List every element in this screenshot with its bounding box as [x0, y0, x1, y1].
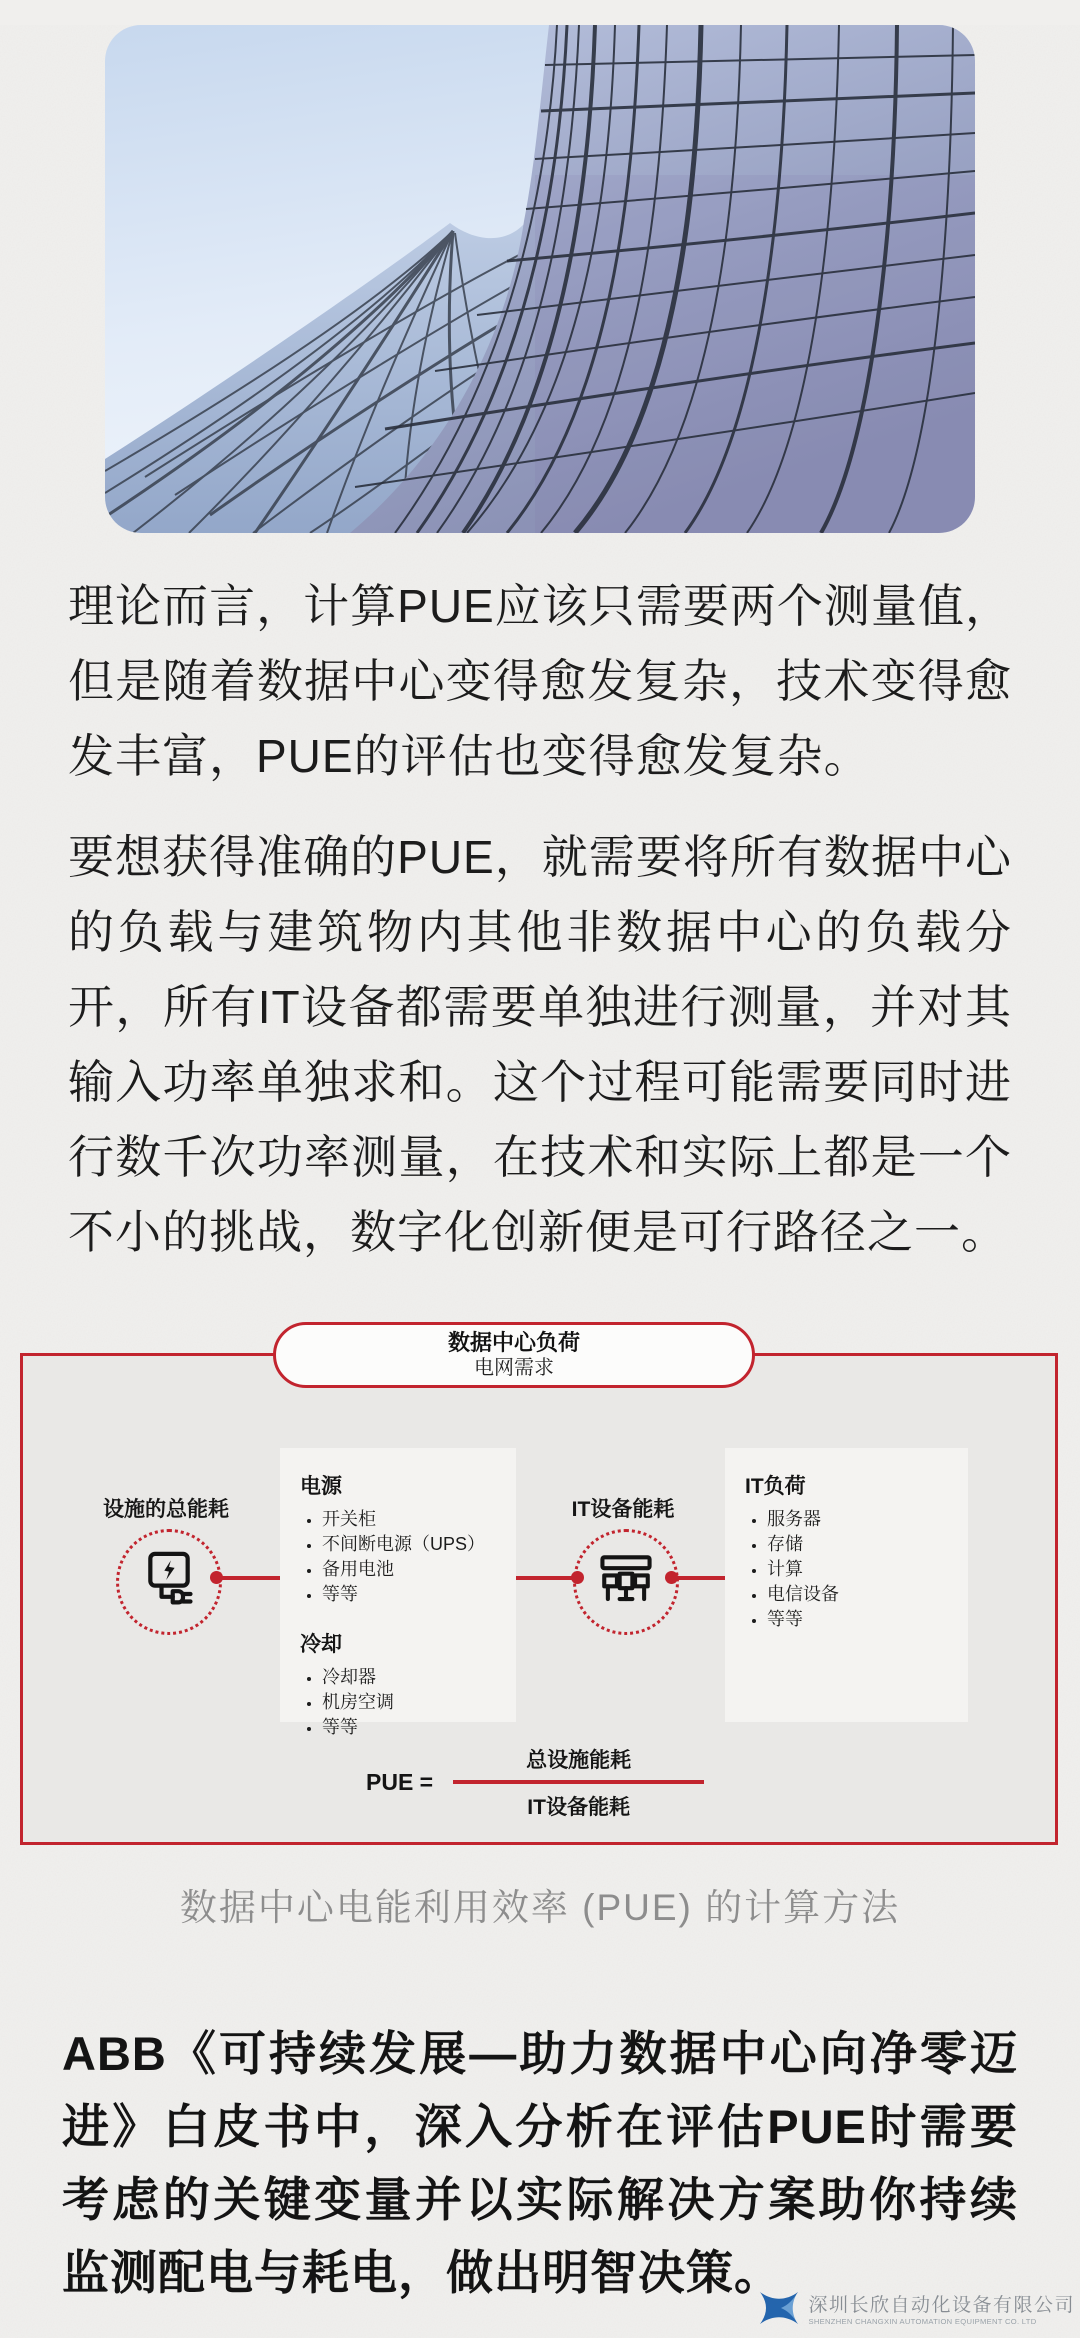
power-title: 电源 — [300, 1475, 342, 1498]
it-load-box — [725, 1448, 968, 1722]
diagram-header-pill — [273, 1322, 755, 1388]
it-energy-node — [573, 1529, 679, 1635]
it-workstation-icon — [597, 1553, 655, 1612]
list-item: • 不间断电源（UPS） — [322, 1532, 498, 1557]
list-item: • 电信设备 — [767, 1582, 950, 1607]
list-item: • 存储 — [767, 1532, 950, 1557]
facility-energy-label: 设施的总能耗 — [103, 1498, 229, 1521]
changxin-logo-icon — [757, 2288, 801, 2333]
connector-line — [214, 1576, 282, 1580]
power-cooling-box — [280, 1448, 516, 1737]
company-name-block — [808, 2295, 1075, 2327]
power-list — [300, 1507, 498, 1607]
cooling-title: 冷却 — [300, 1633, 342, 1656]
formula-fraction — [453, 1744, 704, 1821]
connector-line — [670, 1576, 727, 1580]
it-load-list — [745, 1507, 950, 1632]
article-body — [0, 569, 1080, 1270]
closing-statement: ABB《可持续发展—助力数据中心向净零迈进》白皮书中，深入分析在评估PUE时需要考虑的关键变量并以实际解决方案助你持续监测配电与耗电，做出明智决策。 — [62, 2027, 1018, 2299]
formula-lhs: PUE = — [366, 1769, 434, 1795]
pue-diagram — [0, 1322, 1080, 1849]
figure-caption: 数据中心电能利用效率 (PUE) 的计算方法 — [179, 1887, 901, 1928]
power-plug-icon — [141, 1550, 197, 1615]
formula-numerator: 总设施能耗 — [526, 1749, 632, 1772]
facility-energy-node — [116, 1529, 222, 1635]
list-item: • 开关柜 — [322, 1507, 498, 1532]
it-energy-label: IT设备能耗 — [571, 1498, 675, 1521]
article-page — [0, 25, 1080, 2338]
hero-building-photo — [105, 25, 975, 533]
list-item: • 备用电池 — [322, 1557, 498, 1582]
company-logo — [757, 2288, 1075, 2333]
paragraph-2: 要想获得准确的PUE，就需要将所有数据中心的负载与建筑物内其他非数据中心的负载分开，所有IT设备都需要单独进行测量，并对其输入功率单独求和。这个过程可能需要同时进行数千次功率测量，在技术和实际上都是一个不小的挑战，数字化创新便是可行路径之一。 — [68, 831, 1012, 1258]
list-item: • 等等 — [322, 1715, 498, 1740]
list-item: • 计算 — [767, 1557, 950, 1582]
formula-denominator: IT设备能耗 — [527, 1796, 630, 1819]
building-photo-graphic — [105, 25, 975, 533]
list-item: • 冷却器 — [322, 1665, 498, 1690]
company-name-en: SHENZHEN CHANGXIN AUTOMATION EQUIPMENT CO. LTD — [808, 2316, 1037, 2326]
it-load-title: IT负荷 — [745, 1475, 806, 1498]
company-name-cn: 深圳长欣自动化设备有限公司 — [808, 2294, 1075, 2316]
list-item: • 机房空调 — [322, 1690, 498, 1715]
paragraph-1: 理论而言，计算PUE应该只需要两个测量值，但是随着数据中心变得愈发复杂，技术变得愈发丰富，PUE的评估也变得愈发复杂。 — [68, 580, 1012, 782]
pue-formula — [366, 1744, 704, 1821]
list-item: • 服务器 — [767, 1507, 950, 1532]
cooling-list — [300, 1665, 498, 1740]
list-item: • 等等 — [767, 1607, 950, 1632]
list-item: • 等等 — [322, 1582, 498, 1607]
pill-title: 数据中心负荷 — [447, 1330, 580, 1355]
pill-subtitle: 电网需求 — [474, 1357, 554, 1379]
connector-line — [516, 1576, 578, 1580]
fraction-bar — [453, 1780, 704, 1784]
